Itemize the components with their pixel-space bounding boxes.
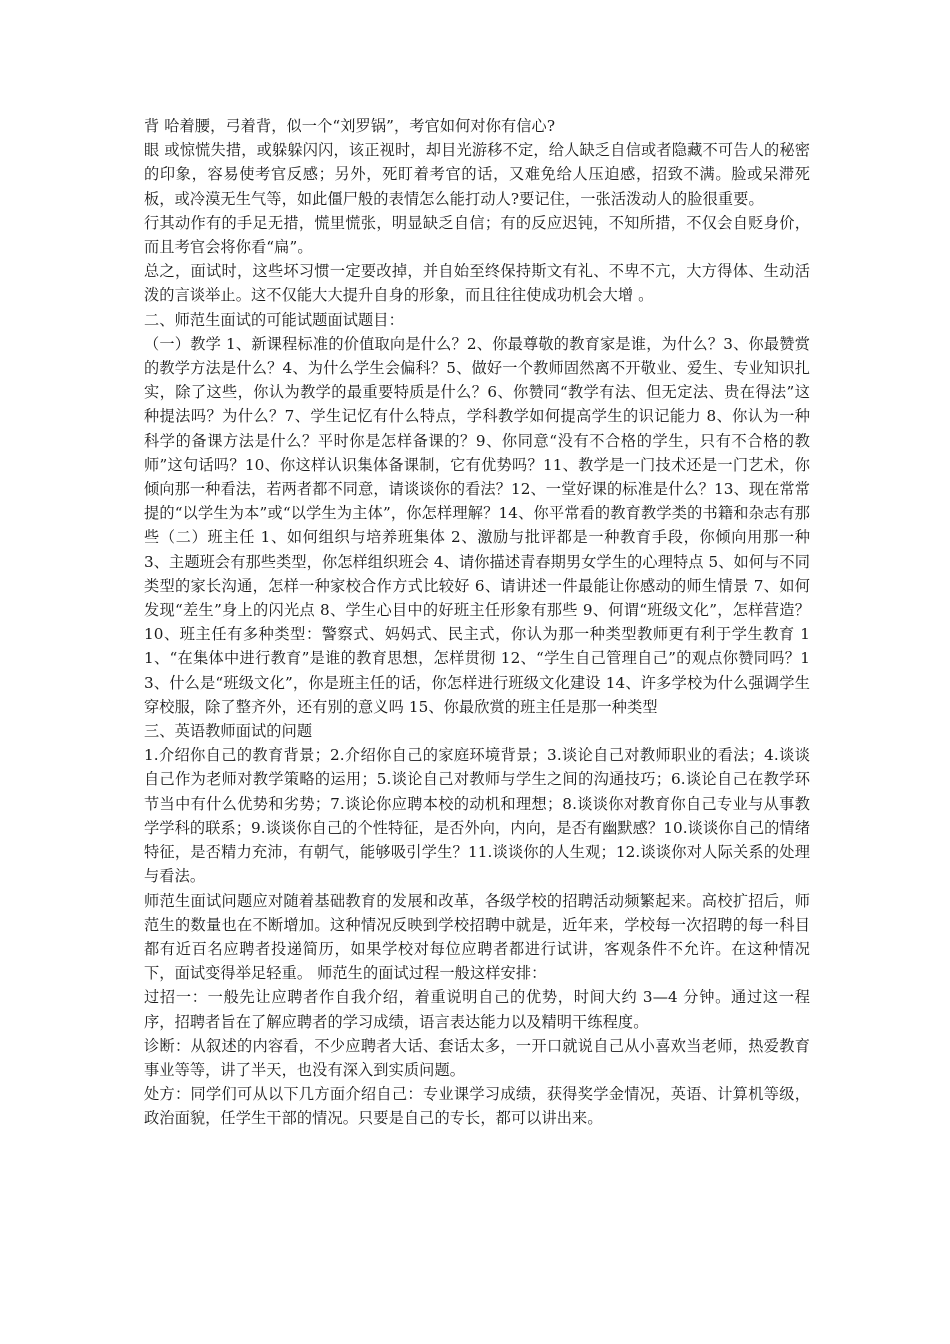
paragraph-behavior: 行其动作有的手足无措，慌里慌张，明显缺乏自信；有的反应迟钝，不知所措，不仅会自贬身价，而且考官会将你看“扁”。 xyxy=(144,213,810,257)
paragraph-round-one: 过招一：一般先让应聘者作自我介绍，着重说明自己的优势，时间大约 3—4 分钟。通过这一程序，招聘者旨在了解应聘者的学习成绩，语言表达能力以及精明干练程度。 xyxy=(144,988,810,1031)
document-body xyxy=(144,114,810,1131)
paragraph-teaching-and-class-questions: （一）教学 1、新课程标准的价值取向是什么？2、你最尊敬的教育家是谁，为什么？3、你最赞赏的教学方法是什么？4、为什么学生会偏科？5、做好一个教师固然离不开敬业、爱生、专业知识扎实，除了这些，你认为教学的最重要特质是什么？6、你赞同“教学有法、但无定法、贵在得法”这种提法吗？为什么？7、学生记忆有什么特点，学科教学如何提高学生的识记能力 8、你认为一种科学的备课方法是什么？平时你是怎样备课的？9、你同意“没有不合格的学生，只有不合格的教师”这句话吗？10、你这样认识集体备课制，它有优势吗？11、教学是一门技术还是一门艺术，你倾向那一种看法，若两者都不同意，请谈谈你的看法？12、一堂好课的标准是什么？13、现在常常提的“以学生为本”或“以学生为主体”，你怎样理解？14、你平常看的教育教学类的书籍和杂志有那些（二）班主任 1、如何组织与培养班集体 2、激励与批评都是一种教育手段，你倾向用那一种 3、主题班会有那些类型，你怎样组织班会 4、请你描述青春期男女学生的心理特点 5、如何与不同类型的家长沟通，怎样一种家校合作方式比较好 6、请讲述一件最能让你感动的师生情景 7、如何发现“差生”身上的闪光点 8、学生心目中的好班主任形象有那些 9、何谓“班级文化”，怎样营造？10、班主任有多种类型：警察式、妈妈式、民主式，你认为那一种类型教师更有利于学生教育 11、“在集体中进行教育”是谁的教育思想，怎样贯彻 12、“学生自己管理自己”的观点你赞同吗？13、什么是“班级文化”，你是班主任的话，你怎样进行班级文化建设 14、许多学校为什么强调学生穿校服，除了整齐外，还有别的意义吗 15、你最欣赏的班主任是那一种类型 xyxy=(144,334,810,716)
paragraph-diagnosis: 诊断：从叙述的内容看，不少应聘者大话、套话太多，一开口就说自己从小喜欢当老师，热爱教育事业等等，讲了半天，也没有深入到实质问题。 xyxy=(144,1036,810,1079)
paragraph-prescription: 处方：同学们可从以下几方面介绍自己：专业课学习成绩，获得奖学金情况，英语、计算机等级，政治面貌，任学生干部的情况。只要是自己的专长，都可以讲出来。 xyxy=(144,1085,810,1128)
paragraph-posture-back: 背 哈着腰，弓着背，似一个“刘罗锅”，考官如何对你有信心? xyxy=(144,117,556,135)
paragraph-summary: 总之，面试时，这些坏习惯一定要改掉，并自始至终保持斯文有礼、不卑不亢，大方得体、生动活泼的言谈举止。这不仅能大大提升自身的形象，而且往往使成功机会大增 。 xyxy=(144,262,810,305)
paragraph-eyes-face: 眼 或惊慌失措，或躲躲闪闪，该正视时，却目光游移不定，给人缺乏自信或者隐藏不可告人的秘密的印象，容易使考官反感；另外，死盯着考官的话，又难免给人压迫感，招致不满。脸或呆滞死板，或冷漠无生气等，如此僵尸般的表情怎么能打动人?要记住，一张活泼动人的脸很重要。 xyxy=(144,141,810,208)
section-heading-english-teacher: 三、英语教师面试的问题 xyxy=(144,722,313,741)
section-heading-possible-questions: 二、师范生面试的可能试题面试题目： xyxy=(144,310,404,329)
paragraph-english-questions: 1.介绍你自己的教育背景；2.介绍你自己的家庭环境背景；3.谈论自己对教师职业的看法；4.谈谈自己作为老师对教学策略的运用；5.谈论自己对教师与学生之间的沟通技巧；6.谈论自己在教学环节当中有什么优势和劣势；7.谈论你应聘本校的动机和理想；8.谈谈你对教育你自己专业与从事教学学科的联系；9.谈谈你自己的个性特征，是否外向，内向，是否有幽默感？10.谈谈你自己的情绪特征，是否精力充沛，有朝气，能够吸引学生？11.谈谈你的人生观；12.谈谈你对人际关系的处理与看法。 xyxy=(144,746,810,886)
paragraph-interview-context: 师范生面试问题应对随着基础教育的发展和改革，各级学校的招聘活动频繁起来。高校扩招后，师范生的数量也在不断增加。这种情况反映到学校招聘中就是，近年来，学校每一次招聘的每一科目都有近百名应聘者投递简历，如果学校对每位应聘者都进行试讲，客观条件不允许。在这种情况下，面试变得举足轻重。 师范生的面试过程一般这样安排： xyxy=(144,891,810,983)
